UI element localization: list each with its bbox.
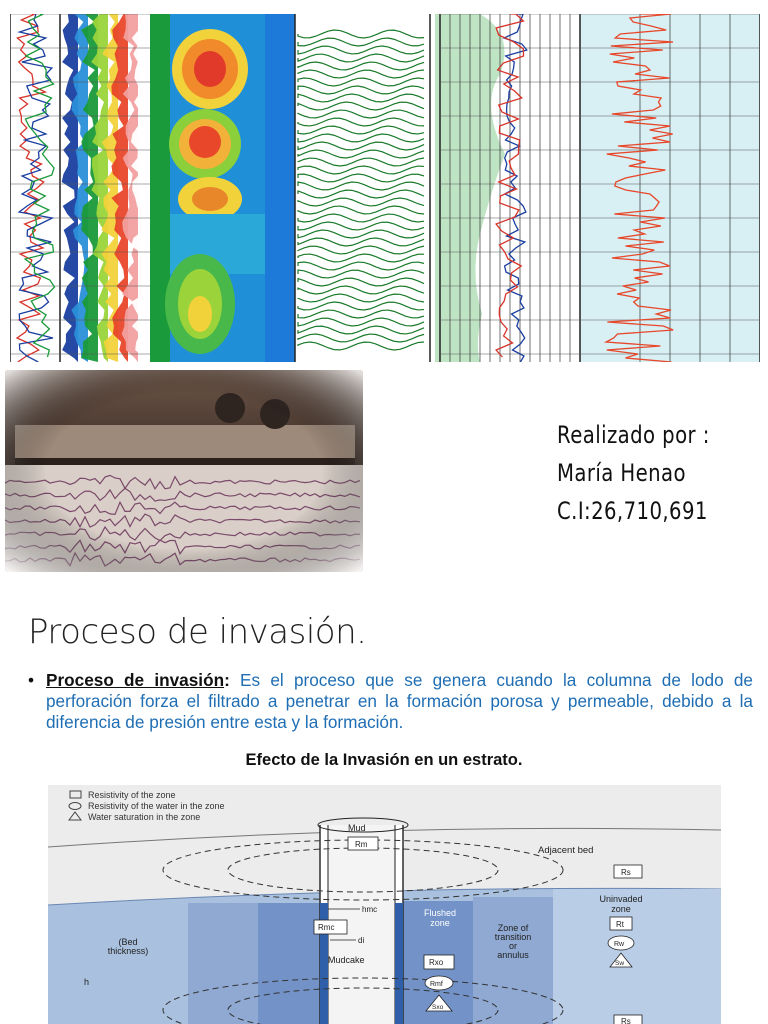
transition-zone-label-3: or	[508, 941, 518, 951]
flushed-zone-label-2: zone	[430, 918, 450, 928]
figure-caption: Efecto de la Invasión en un estrato.	[245, 751, 523, 769]
well-log-image	[10, 14, 760, 362]
adjacent-bed-label: Adjacent bed	[538, 845, 594, 856]
hmc-label: hmc	[362, 905, 378, 914]
invasion-diagram	[48, 785, 721, 1024]
author-credits	[557, 416, 710, 530]
section-title: Proceso de invasión.	[28, 612, 367, 652]
author-id: C.I:26,710,691	[557, 497, 708, 525]
bullet-marker: •	[28, 670, 35, 690]
bed-thickness-label-2: thickness)	[107, 946, 149, 956]
credits-label: Realizado por :	[557, 421, 710, 449]
seismograph-graphic	[5, 370, 363, 572]
rmc-label: Rmc	[318, 923, 335, 932]
rm-label: Rm	[355, 840, 368, 849]
rt-label: Rt	[616, 920, 624, 929]
definition-bullet	[28, 670, 753, 733]
rxo-label: Rxo	[429, 958, 444, 967]
invasion-diagram-graphic	[48, 785, 721, 1024]
bed-thickness-label-1: (Bed	[118, 937, 138, 947]
bullet-body: Es el proceso que se genera cuando la columna de lodo de perforación forza el filtrado a penetrar en la formación porosa y permeable, debido a la diferencia de presión entre esta y la formación.	[46, 670, 753, 732]
mud-label: Mud	[348, 823, 366, 833]
h-label: h	[84, 977, 90, 987]
rs-label: Rs	[621, 868, 631, 877]
transition-zone-label-1: Zone of	[497, 923, 529, 933]
mudcake-label: Mudcake	[328, 955, 365, 965]
rmf-label: Rmf	[430, 981, 443, 988]
di-label: di	[358, 936, 365, 945]
well-log-graphic	[10, 14, 760, 362]
seismograph-photo	[5, 370, 363, 572]
rw-label: Rw	[614, 941, 625, 948]
legend-water-saturation: Water saturation in the zone	[88, 812, 201, 822]
bullet-text	[46, 670, 753, 733]
transition-zone-label-2: transition	[494, 932, 532, 942]
sxo-label: Sxo	[432, 1004, 444, 1011]
uninvaded-label-2: zone	[611, 904, 631, 914]
rs-bottom-label: Rs	[621, 1017, 631, 1024]
sw-label: Sw	[615, 960, 625, 967]
uninvaded-label-1: Uninvaded	[599, 894, 643, 904]
legend-water-resistivity: Resistivity of the water in the zone	[88, 801, 225, 811]
bullet-term: Proceso de invasión	[46, 670, 225, 690]
legend-resistivity: Resistivity of the zone	[88, 790, 176, 800]
flushed-zone-label-1: Flushed	[423, 908, 457, 918]
author-name: María Henao	[557, 459, 686, 487]
bullet-colon: :	[224, 670, 230, 690]
transition-zone-label-4: annulus	[497, 950, 529, 960]
